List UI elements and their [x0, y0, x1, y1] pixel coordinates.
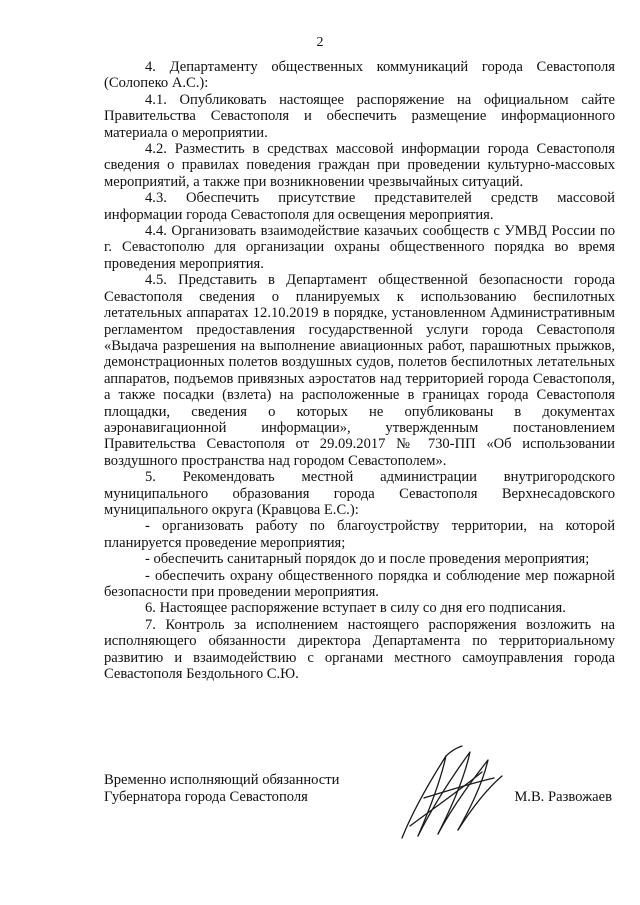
paragraph-4-4: 4.4. Организовать взаимодействие казачьих сообществ с УМВД России по г. Севастополю для организации охраны общественного порядка во время проведения мероприятия.	[104, 223, 615, 272]
paragraph-6: 6. Настоящее распоряжение вступает в силу со дня его подписания.	[145, 600, 566, 617]
paragraph-7: 7. Контроль за исполнением настоящего распоряжения возложить на исполняющего обязанности директора Департамента по территориальному развитию и взаимодействию с органами местного самоуправления города Севастополя Бездольного С.Ю.	[104, 616, 615, 683]
signer-name: М.В. Развожаев	[514, 789, 612, 805]
paragraph-5: 5. Рекомендовать местной администрации внутригородского муниципального образования города Севастополя Верхнесадовского муниципального округа (Кравцова Е.С.):	[104, 469, 615, 518]
paragraph-4: 4. Департаменту общественных коммуникаций города Севастополя (Солопеко А.С.):	[104, 59, 615, 92]
bullet-item-2: - обеспечить санитарный порядок до и после проведения мероприятия;	[145, 551, 590, 568]
signature-block	[104, 772, 615, 852]
handwritten-signature	[384, 738, 524, 848]
paragraph-4-3: 4.3. Обеспечить присутствие представителей средств массовой информации города Севастополя для освещения мероприятия.	[104, 190, 615, 223]
paragraph-4-1: 4.1. Опубликовать настоящее распоряжение на официальном сайте Правительства Севастополя и обеспечить размещение информационного материала о мероприятии.	[104, 91, 615, 141]
signer-title-line-2: Губернатора города Севастополя	[104, 789, 308, 805]
bullet-item-3: - обеспечить охрану общественного порядка и соблюдение мер пожарной безопасности при проведении мероприятия.	[104, 567, 615, 600]
page-number: 2	[316, 35, 324, 50]
paragraph-4-5: 4.5. Представить в Департамент общественной безопасности города Севастополя сведения о планируемых к использованию беспилотных летательных аппаратах 12.10.2019 в порядке, установленном Административным регламентом предоставления государственной услуги города Севастополя «Выдача разрешения на выполнение авиационных работ, парашютных прыжков, демонстрационных полетов воздушных судов, полетов беспилотных летательных аппаратов, подъемов привязных аэростатов над территорией города Севастополя, а также посадки (взлета) на расположенные в границах города Севастополя площадки, сведения о которых не опубликованы в документах аэронавигационной информации», утвержденным постановлением Правительства Севастополя от 29.09.2017 № 730-ПП «Об использовании воздушного пространства над городом Севастополем».	[104, 272, 615, 469]
paragraph-4-2: 4.2. Разместить в средствах массовой информации города Севастополя сведения о правилах поведения граждан при проведении культурно-массовых мероприятий, а также при возникновении чрезвычайных ситуаций.	[104, 141, 615, 190]
signer-title-line-1: Временно исполняющий обязанности	[104, 772, 340, 788]
signer-title	[104, 772, 339, 806]
bullet-item-1: - организовать работу по благоустройству территории, на которой планируется проведение мероприятия;	[104, 518, 615, 551]
document-body	[104, 59, 615, 682]
